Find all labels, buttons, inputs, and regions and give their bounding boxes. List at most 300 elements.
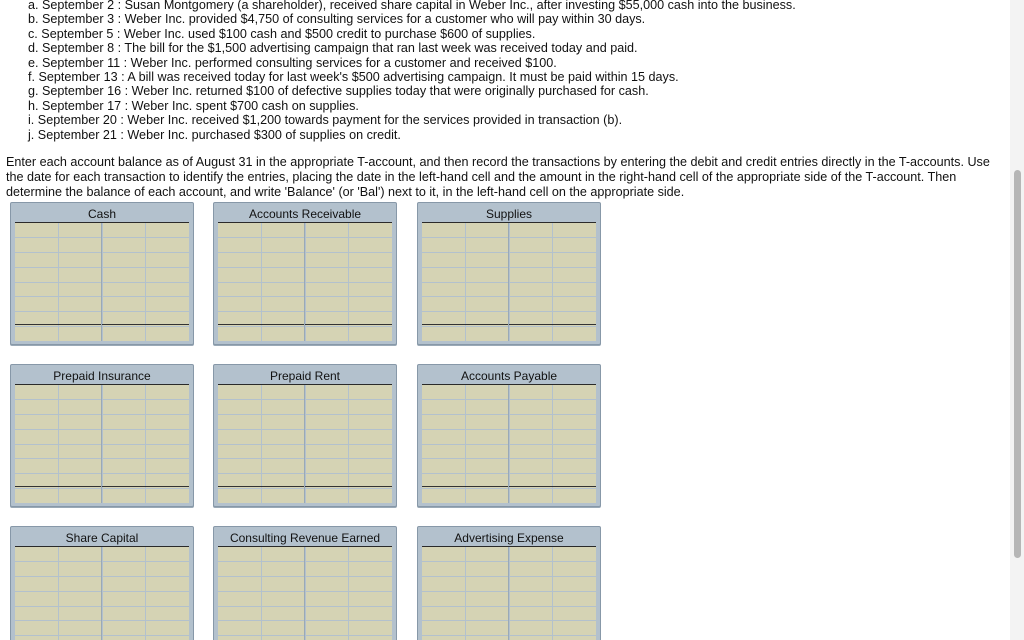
credit-amount-cell[interactable] bbox=[349, 607, 392, 621]
transaction-d: d. September 8 : The bill for the $1,500 advertising campaign that ran last week was received today and paid. bbox=[28, 41, 638, 56]
debit-date-cell[interactable] bbox=[218, 297, 261, 311]
debit-amount-cell[interactable] bbox=[59, 430, 102, 444]
debit-date-cell[interactable] bbox=[15, 283, 58, 297]
debit-date-cell[interactable] bbox=[15, 636, 58, 640]
debit-amount-cell[interactable] bbox=[59, 283, 102, 297]
debit-date-cell[interactable] bbox=[422, 283, 465, 297]
debit-amount-cell[interactable] bbox=[466, 562, 509, 576]
credit-amount-cell[interactable] bbox=[146, 636, 189, 640]
instructions-text: Enter each account balance as of August 31 in the appropriate T-account, and then record the transactions by entering the debit and credit entries directly in the T-accounts. Use the date for each transaction to identify the entries, placing the date in the left-hand cell and the amount in the right-hand cell of the appropriate side of the T-account. Then determine the balance of each account, and write 'Balance' (or 'Bal') next to it, in the left-hand cell on the appropriate side. bbox=[6, 155, 990, 199]
debit-amount-cell[interactable] bbox=[466, 459, 509, 473]
credit-amount-cell[interactable] bbox=[553, 385, 596, 399]
credit-amount-cell[interactable] bbox=[553, 607, 596, 621]
debit-date-cell[interactable] bbox=[218, 562, 261, 576]
credit-amount-cell[interactable] bbox=[349, 223, 392, 237]
debit-date-cell[interactable] bbox=[15, 400, 58, 414]
debit-date-cell[interactable] bbox=[15, 223, 58, 237]
debit-credit-separator bbox=[101, 547, 102, 640]
debit-amount-cell[interactable] bbox=[466, 430, 509, 444]
debit-amount-cell[interactable] bbox=[466, 253, 509, 267]
t-account-grid bbox=[422, 385, 596, 503]
credit-date-cell[interactable] bbox=[103, 415, 146, 429]
debit-date-cell[interactable] bbox=[422, 621, 465, 635]
debit-amount-cell[interactable] bbox=[59, 459, 102, 473]
credit-amount-cell[interactable] bbox=[553, 415, 596, 429]
t-account-prepaid-rent bbox=[213, 364, 397, 507]
debit-date-cell[interactable] bbox=[15, 592, 58, 606]
debit-amount-cell[interactable] bbox=[59, 577, 102, 591]
debit-date-cell[interactable] bbox=[218, 459, 261, 473]
credit-date-cell[interactable] bbox=[510, 385, 553, 399]
credit-date-cell[interactable] bbox=[306, 283, 349, 297]
debit-date-cell[interactable] bbox=[422, 445, 465, 459]
credit-date-cell[interactable] bbox=[306, 592, 349, 606]
credit-amount-cell[interactable] bbox=[349, 562, 392, 576]
debit-amount-cell[interactable] bbox=[59, 621, 102, 635]
debit-date-cell[interactable] bbox=[15, 621, 58, 635]
credit-amount-cell[interactable] bbox=[553, 547, 596, 561]
t-account-title: Prepaid Insurance bbox=[15, 368, 189, 385]
t-account-prepaid-insurance bbox=[10, 364, 194, 507]
credit-date-cell[interactable] bbox=[510, 297, 553, 311]
credit-amount-cell[interactable] bbox=[349, 385, 392, 399]
debit-date-cell[interactable] bbox=[15, 562, 58, 576]
scrollbar-thumb[interactable] bbox=[1014, 170, 1021, 558]
debit-amount-cell[interactable] bbox=[59, 592, 102, 606]
credit-amount-cell[interactable] bbox=[146, 607, 189, 621]
debit-date-cell[interactable] bbox=[218, 385, 261, 399]
t-account-supplies bbox=[417, 202, 601, 345]
transaction-g: g. September 16 : Weber Inc. returned $100 of defective supplies today that were originally purchased for cash. bbox=[28, 84, 649, 99]
debit-amount-cell[interactable] bbox=[59, 415, 102, 429]
t-account-title: Consulting Revenue Earned bbox=[218, 530, 392, 547]
debit-amount-cell[interactable] bbox=[466, 400, 509, 414]
credit-amount-cell[interactable] bbox=[349, 430, 392, 444]
credit-amount-cell[interactable] bbox=[553, 268, 596, 282]
credit-amount-cell[interactable] bbox=[349, 592, 392, 606]
debit-date-cell[interactable] bbox=[15, 430, 58, 444]
debit-amount-cell[interactable] bbox=[262, 607, 305, 621]
t-account-accounts-payable bbox=[417, 364, 601, 507]
credit-amount-cell[interactable] bbox=[349, 459, 392, 473]
credit-amount-cell[interactable] bbox=[349, 445, 392, 459]
credit-amount-cell[interactable] bbox=[553, 430, 596, 444]
debit-date-cell[interactable] bbox=[422, 562, 465, 576]
credit-date-cell[interactable] bbox=[306, 400, 349, 414]
credit-amount-cell[interactable] bbox=[146, 223, 189, 237]
credit-date-cell[interactable] bbox=[510, 253, 553, 267]
credit-date-cell[interactable] bbox=[306, 238, 349, 252]
debit-amount-cell[interactable] bbox=[466, 489, 509, 503]
credit-date-cell[interactable] bbox=[103, 607, 146, 621]
credit-date-cell[interactable] bbox=[510, 415, 553, 429]
debit-date-cell[interactable] bbox=[218, 621, 261, 635]
credit-amount-cell[interactable] bbox=[146, 268, 189, 282]
credit-date-cell[interactable] bbox=[510, 577, 553, 591]
credit-date-cell[interactable] bbox=[103, 283, 146, 297]
debit-date-cell[interactable] bbox=[422, 297, 465, 311]
t-account-accounts-receivable bbox=[213, 202, 397, 345]
t-account-grid bbox=[15, 223, 189, 341]
credit-date-cell[interactable] bbox=[306, 547, 349, 561]
credit-amount-cell[interactable] bbox=[349, 400, 392, 414]
debit-credit-separator bbox=[508, 223, 509, 341]
debit-date-cell[interactable] bbox=[15, 385, 58, 399]
debit-amount-cell[interactable] bbox=[466, 238, 509, 252]
debit-amount-cell[interactable] bbox=[59, 385, 102, 399]
credit-amount-cell[interactable] bbox=[349, 489, 392, 503]
credit-amount-cell[interactable] bbox=[553, 400, 596, 414]
debit-date-cell[interactable] bbox=[218, 223, 261, 237]
credit-amount-cell[interactable] bbox=[146, 592, 189, 606]
debit-credit-separator bbox=[508, 547, 509, 640]
debit-credit-separator bbox=[101, 223, 102, 341]
debit-date-cell[interactable] bbox=[218, 253, 261, 267]
t-account-grid bbox=[218, 385, 392, 503]
credit-amount-cell[interactable] bbox=[553, 445, 596, 459]
credit-date-cell[interactable] bbox=[103, 385, 146, 399]
debit-amount-cell[interactable] bbox=[262, 577, 305, 591]
credit-amount-cell[interactable] bbox=[553, 592, 596, 606]
credit-amount-cell[interactable] bbox=[146, 621, 189, 635]
credit-date-cell[interactable] bbox=[306, 489, 349, 503]
debit-date-cell[interactable] bbox=[422, 547, 465, 561]
debit-amount-cell[interactable] bbox=[262, 562, 305, 576]
debit-date-cell[interactable] bbox=[15, 547, 58, 561]
credit-amount-cell[interactable] bbox=[553, 636, 596, 640]
credit-amount-cell[interactable] bbox=[146, 253, 189, 267]
t-account-title: Accounts Receivable bbox=[218, 206, 392, 223]
debit-credit-separator bbox=[304, 547, 305, 640]
vertical-scrollbar[interactable] bbox=[1010, 0, 1024, 640]
credit-amount-cell[interactable] bbox=[553, 577, 596, 591]
debit-amount-cell[interactable] bbox=[59, 547, 102, 561]
debit-date-cell[interactable] bbox=[218, 547, 261, 561]
credit-date-cell[interactable] bbox=[306, 445, 349, 459]
credit-date-cell[interactable] bbox=[510, 445, 553, 459]
credit-date-cell[interactable] bbox=[306, 607, 349, 621]
debit-date-cell[interactable] bbox=[218, 283, 261, 297]
debit-amount-cell[interactable] bbox=[466, 636, 509, 640]
debit-date-cell[interactable] bbox=[422, 327, 465, 341]
credit-date-cell[interactable] bbox=[306, 430, 349, 444]
debit-date-cell[interactable] bbox=[218, 592, 261, 606]
credit-amount-cell[interactable] bbox=[553, 283, 596, 297]
debit-date-cell[interactable] bbox=[422, 238, 465, 252]
debit-date-cell[interactable] bbox=[218, 607, 261, 621]
credit-date-cell[interactable] bbox=[510, 621, 553, 635]
balance-divider-line bbox=[15, 324, 189, 325]
debit-amount-cell[interactable] bbox=[466, 415, 509, 429]
credit-date-cell[interactable] bbox=[103, 547, 146, 561]
debit-date-cell[interactable] bbox=[218, 636, 261, 640]
credit-date-cell[interactable] bbox=[510, 489, 553, 503]
credit-amount-cell[interactable] bbox=[146, 489, 189, 503]
debit-date-cell[interactable] bbox=[218, 415, 261, 429]
credit-amount-cell[interactable] bbox=[553, 489, 596, 503]
credit-amount-cell[interactable] bbox=[146, 283, 189, 297]
debit-date-cell[interactable] bbox=[422, 607, 465, 621]
credit-date-cell[interactable] bbox=[103, 459, 146, 473]
debit-amount-cell[interactable] bbox=[262, 283, 305, 297]
debit-date-cell[interactable] bbox=[218, 327, 261, 341]
credit-amount-cell[interactable] bbox=[146, 562, 189, 576]
credit-date-cell[interactable] bbox=[306, 268, 349, 282]
debit-date-cell[interactable] bbox=[218, 430, 261, 444]
debit-amount-cell[interactable] bbox=[59, 489, 102, 503]
debit-amount-cell[interactable] bbox=[262, 636, 305, 640]
debit-amount-cell[interactable] bbox=[466, 223, 509, 237]
debit-date-cell[interactable] bbox=[15, 445, 58, 459]
balance-divider-line bbox=[422, 486, 596, 487]
credit-date-cell[interactable] bbox=[510, 430, 553, 444]
debit-amount-cell[interactable] bbox=[466, 592, 509, 606]
debit-date-cell[interactable] bbox=[15, 238, 58, 252]
credit-date-cell[interactable] bbox=[510, 400, 553, 414]
credit-amount-cell[interactable] bbox=[553, 223, 596, 237]
debit-amount-cell[interactable] bbox=[262, 621, 305, 635]
credit-amount-cell[interactable] bbox=[146, 459, 189, 473]
debit-amount-cell[interactable] bbox=[466, 577, 509, 591]
debit-amount-cell[interactable] bbox=[262, 547, 305, 561]
debit-amount-cell[interactable] bbox=[466, 445, 509, 459]
debit-amount-cell[interactable] bbox=[466, 547, 509, 561]
t-account-advertising-expense bbox=[417, 526, 601, 640]
debit-amount-cell[interactable] bbox=[59, 268, 102, 282]
balance-divider-line bbox=[218, 486, 392, 487]
credit-date-cell[interactable] bbox=[510, 327, 553, 341]
debit-amount-cell[interactable] bbox=[59, 253, 102, 267]
credit-amount-cell[interactable] bbox=[553, 327, 596, 341]
debit-amount-cell[interactable] bbox=[59, 562, 102, 576]
credit-amount-cell[interactable] bbox=[146, 445, 189, 459]
debit-amount-cell[interactable] bbox=[262, 297, 305, 311]
credit-date-cell[interactable] bbox=[103, 445, 146, 459]
credit-date-cell[interactable] bbox=[103, 297, 146, 311]
credit-amount-cell[interactable] bbox=[146, 430, 189, 444]
credit-amount-cell[interactable] bbox=[349, 636, 392, 640]
debit-credit-separator bbox=[508, 385, 509, 503]
credit-date-cell[interactable] bbox=[510, 283, 553, 297]
credit-amount-cell[interactable] bbox=[349, 547, 392, 561]
credit-date-cell[interactable] bbox=[103, 400, 146, 414]
debit-date-cell[interactable] bbox=[218, 238, 261, 252]
t-account-title: Cash bbox=[15, 206, 189, 223]
credit-date-cell[interactable] bbox=[306, 223, 349, 237]
debit-amount-cell[interactable] bbox=[262, 223, 305, 237]
balance-divider-line bbox=[422, 324, 596, 325]
t-account-title: Prepaid Rent bbox=[218, 368, 392, 385]
credit-amount-cell[interactable] bbox=[146, 415, 189, 429]
debit-date-cell[interactable] bbox=[15, 253, 58, 267]
debit-date-cell[interactable] bbox=[15, 607, 58, 621]
credit-amount-cell[interactable] bbox=[349, 415, 392, 429]
credit-date-cell[interactable] bbox=[306, 297, 349, 311]
credit-date-cell[interactable] bbox=[306, 415, 349, 429]
debit-amount-cell[interactable] bbox=[466, 268, 509, 282]
debit-date-cell[interactable] bbox=[422, 592, 465, 606]
credit-date-cell[interactable] bbox=[306, 636, 349, 640]
debit-amount-cell[interactable] bbox=[262, 489, 305, 503]
debit-date-cell[interactable] bbox=[422, 385, 465, 399]
credit-date-cell[interactable] bbox=[510, 268, 553, 282]
credit-amount-cell[interactable] bbox=[146, 547, 189, 561]
debit-date-cell[interactable] bbox=[422, 253, 465, 267]
credit-date-cell[interactable] bbox=[103, 430, 146, 444]
debit-date-cell[interactable] bbox=[422, 430, 465, 444]
debit-amount-cell[interactable] bbox=[262, 400, 305, 414]
debit-amount-cell[interactable] bbox=[262, 445, 305, 459]
t-account-cash bbox=[10, 202, 194, 345]
credit-date-cell[interactable] bbox=[510, 592, 553, 606]
debit-date-cell[interactable] bbox=[218, 489, 261, 503]
debit-amount-cell[interactable] bbox=[59, 636, 102, 640]
credit-amount-cell[interactable] bbox=[349, 297, 392, 311]
debit-amount-cell[interactable] bbox=[466, 297, 509, 311]
credit-amount-cell[interactable] bbox=[349, 253, 392, 267]
credit-date-cell[interactable] bbox=[103, 223, 146, 237]
credit-amount-cell[interactable] bbox=[553, 253, 596, 267]
credit-amount-cell[interactable] bbox=[349, 238, 392, 252]
debit-date-cell[interactable] bbox=[15, 297, 58, 311]
debit-amount-cell[interactable] bbox=[59, 297, 102, 311]
debit-date-cell[interactable] bbox=[15, 268, 58, 282]
credit-amount-cell[interactable] bbox=[553, 238, 596, 252]
credit-amount-cell[interactable] bbox=[553, 297, 596, 311]
debit-date-cell[interactable] bbox=[218, 445, 261, 459]
debit-amount-cell[interactable] bbox=[262, 327, 305, 341]
debit-amount-cell[interactable] bbox=[262, 385, 305, 399]
debit-date-cell[interactable] bbox=[422, 268, 465, 282]
debit-date-cell[interactable] bbox=[218, 268, 261, 282]
transaction-list bbox=[28, 0, 796, 142]
t-account-consulting-revenue-earned bbox=[213, 526, 397, 640]
debit-date-cell[interactable] bbox=[15, 459, 58, 473]
t-account-title: Advertising Expense bbox=[422, 530, 596, 547]
balance-divider-line bbox=[218, 324, 392, 325]
credit-date-cell[interactable] bbox=[103, 562, 146, 576]
t-account-title: Share Capital bbox=[15, 530, 189, 547]
credit-date-cell[interactable] bbox=[103, 577, 146, 591]
credit-date-cell[interactable] bbox=[306, 577, 349, 591]
debit-amount-cell[interactable] bbox=[466, 327, 509, 341]
balance-divider-line bbox=[15, 486, 189, 487]
debit-amount-cell[interactable] bbox=[466, 283, 509, 297]
debit-amount-cell[interactable] bbox=[59, 400, 102, 414]
t-account-share-capital bbox=[10, 526, 194, 640]
transaction-i: i. September 20 : Weber Inc. received $1,200 towards payment for the services provided in transaction (b). bbox=[28, 113, 623, 128]
debit-date-cell[interactable] bbox=[422, 489, 465, 503]
credit-amount-cell[interactable] bbox=[146, 577, 189, 591]
credit-date-cell[interactable] bbox=[510, 547, 553, 561]
credit-date-cell[interactable] bbox=[510, 238, 553, 252]
credit-date-cell[interactable] bbox=[103, 489, 146, 503]
debit-amount-cell[interactable] bbox=[262, 268, 305, 282]
debit-credit-separator bbox=[304, 223, 305, 341]
credit-amount-cell[interactable] bbox=[553, 562, 596, 576]
credit-date-cell[interactable] bbox=[306, 562, 349, 576]
credit-date-cell[interactable] bbox=[103, 253, 146, 267]
credit-date-cell[interactable] bbox=[306, 385, 349, 399]
debit-date-cell[interactable] bbox=[15, 415, 58, 429]
credit-date-cell[interactable] bbox=[306, 327, 349, 341]
t-account-grid bbox=[422, 547, 596, 640]
credit-date-cell[interactable] bbox=[510, 636, 553, 640]
credit-amount-cell[interactable] bbox=[349, 268, 392, 282]
debit-date-cell[interactable] bbox=[15, 577, 58, 591]
credit-amount-cell[interactable] bbox=[553, 621, 596, 635]
debit-amount-cell[interactable] bbox=[262, 238, 305, 252]
debit-credit-separator bbox=[304, 385, 305, 503]
transaction-f: f. September 13 : A bill was received today for last week's $500 advertising campaign. It must be paid within 15 days. bbox=[28, 69, 679, 84]
debit-amount-cell[interactable] bbox=[59, 445, 102, 459]
credit-amount-cell[interactable] bbox=[146, 238, 189, 252]
transaction-j: j. September 21 : Weber Inc. purchased $300 of supplies on credit. bbox=[28, 127, 401, 142]
debit-credit-separator bbox=[101, 385, 102, 503]
debit-amount-cell[interactable] bbox=[262, 253, 305, 267]
debit-amount-cell[interactable] bbox=[262, 430, 305, 444]
credit-amount-cell[interactable] bbox=[146, 327, 189, 341]
debit-date-cell[interactable] bbox=[422, 636, 465, 640]
credit-date-cell[interactable] bbox=[306, 253, 349, 267]
t-account-grid bbox=[218, 223, 392, 341]
debit-amount-cell[interactable] bbox=[466, 621, 509, 635]
credit-date-cell[interactable] bbox=[103, 327, 146, 341]
credit-date-cell[interactable] bbox=[510, 562, 553, 576]
debit-amount-cell[interactable] bbox=[466, 385, 509, 399]
debit-date-cell[interactable] bbox=[422, 577, 465, 591]
credit-date-cell[interactable] bbox=[510, 607, 553, 621]
credit-amount-cell[interactable] bbox=[349, 621, 392, 635]
debit-date-cell[interactable] bbox=[218, 400, 261, 414]
credit-amount-cell[interactable] bbox=[553, 459, 596, 473]
credit-amount-cell[interactable] bbox=[146, 297, 189, 311]
debit-amount-cell[interactable] bbox=[59, 223, 102, 237]
debit-amount-cell[interactable] bbox=[59, 327, 102, 341]
credit-date-cell[interactable] bbox=[103, 268, 146, 282]
credit-amount-cell[interactable] bbox=[349, 283, 392, 297]
transaction-b: b. September 3 : Weber Inc. provided $4,750 of consulting services for a customer who will pay within 30 days. bbox=[28, 12, 646, 27]
credit-date-cell[interactable] bbox=[103, 636, 146, 640]
credit-date-cell[interactable] bbox=[306, 459, 349, 473]
credit-date-cell[interactable] bbox=[103, 592, 146, 606]
debit-amount-cell[interactable] bbox=[59, 238, 102, 252]
credit-date-cell[interactable] bbox=[103, 621, 146, 635]
debit-date-cell[interactable] bbox=[422, 223, 465, 237]
credit-date-cell[interactable] bbox=[510, 223, 553, 237]
debit-date-cell[interactable] bbox=[15, 489, 58, 503]
debit-amount-cell[interactable] bbox=[59, 607, 102, 621]
credit-amount-cell[interactable] bbox=[349, 577, 392, 591]
debit-date-cell[interactable] bbox=[422, 400, 465, 414]
credit-date-cell[interactable] bbox=[306, 621, 349, 635]
credit-date-cell[interactable] bbox=[510, 459, 553, 473]
debit-amount-cell[interactable] bbox=[262, 415, 305, 429]
debit-amount-cell[interactable] bbox=[262, 459, 305, 473]
credit-amount-cell[interactable] bbox=[146, 385, 189, 399]
debit-date-cell[interactable] bbox=[422, 415, 465, 429]
credit-amount-cell[interactable] bbox=[349, 327, 392, 341]
debit-date-cell[interactable] bbox=[422, 459, 465, 473]
t-account-title: Supplies bbox=[422, 206, 596, 223]
transaction-c: c. September 5 : Weber Inc. used $100 cash and $500 credit to purchase $600 of supplies. bbox=[28, 26, 536, 41]
credit-amount-cell[interactable] bbox=[146, 400, 189, 414]
debit-amount-cell[interactable] bbox=[466, 607, 509, 621]
debit-amount-cell[interactable] bbox=[262, 592, 305, 606]
debit-date-cell[interactable] bbox=[218, 577, 261, 591]
debit-date-cell[interactable] bbox=[15, 327, 58, 341]
credit-date-cell[interactable] bbox=[103, 238, 146, 252]
